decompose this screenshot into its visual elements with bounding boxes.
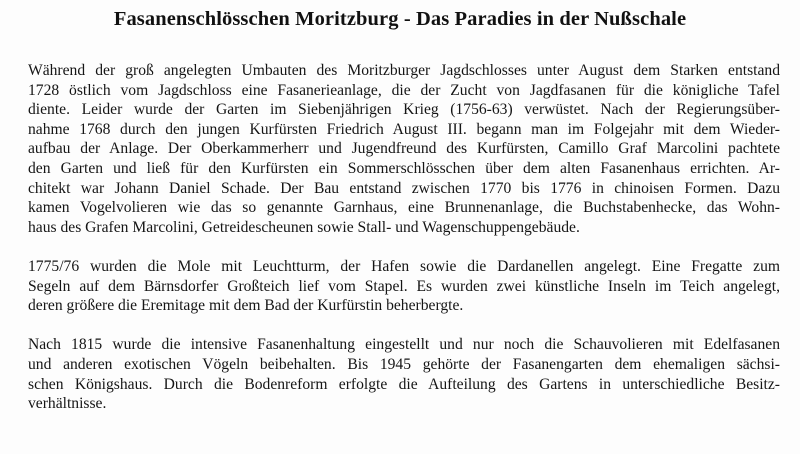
text-line: 1728 östlich vom Jagdschloss eine Fasanerieanlage, die der Zucht von Jagdfasanen für die königliche Tafel <box>28 81 780 99</box>
text-line: diente. Leider wurde der Garten im Siebenjährigen Krieg (1756-63) verwüstet. Nach der Regierungsüber- <box>28 101 780 119</box>
text-line: und anderen exotischen Vögeln beibehalten. Bis 1945 gehörte der Fasanengarten dem ehemaligen sächsi- <box>28 355 780 373</box>
text-line: kamen Vogelvolieren wie das so genannte Garnhaus, eine Brunnenanlage, die Buchstabenhecke, das Wohn- <box>28 199 780 217</box>
paragraph-after-1815 <box>28 335 780 413</box>
text-line: 1775/76 wurden die Mole mit Leuchtturm, der Hafen sowie die Dardanellen angelegt. Eine Fregatte zum <box>28 257 780 275</box>
paragraph-history <box>28 61 780 237</box>
text-line: den Garten und ließ für den Kurfürsten ein Sommerschlösschen über dem alten Fasanenhaus errichten. Ar- <box>28 159 780 177</box>
text-line: nahme 1768 durch den jungen Kurfürsten Friedrich August III. begann man im Folgejahr mit dem Wieder- <box>28 120 780 138</box>
text-line: schen Königshaus. Durch die Bodenreform erfolgte die Aufteilung des Gartens in unterschiedliche Besitz- <box>28 375 780 393</box>
text-line: haus des Grafen Marcolini, Getreidescheunen sowie Stall- und Wagenschuppengebäude. <box>28 218 580 236</box>
text-line: Nach 1815 wurde die intensive Fasanenhaltung eingestellt und nur noch die Schauvolieren mit Edelfasanen <box>28 336 780 354</box>
text-line: chitekt war Johann Daniel Schade. Der Bau entstand zwischen 1770 bis 1776 in chinoisen Formen. Dazu <box>28 179 780 197</box>
text-line: Segeln auf dem Bärnsdorfer Großteich lief vom Stapel. Es wurden zwei künstliche Inseln im Teich angelegt, <box>28 277 780 295</box>
paragraph-harbour <box>28 257 780 316</box>
text-line: Während der groß angelegten Umbauten des Moritzburger Jagdschlosses unter August dem Starken entstand <box>28 62 780 79</box>
text-line: aufbau der Anlage. Der Oberkammerherr und Jugendfreund des Kurfürsten, Camillo Graf Marcolini pachtete <box>28 140 780 158</box>
document-body <box>28 61 780 433</box>
page-title: Fasanenschlösschen Moritzburg - Das Paradies in der Nußschale <box>113 8 687 30</box>
text-line: verhältnisse. <box>28 395 107 413</box>
text-line: deren größere die Eremitage mit dem Bad der Kurfürstin beherbergte. <box>28 297 464 315</box>
